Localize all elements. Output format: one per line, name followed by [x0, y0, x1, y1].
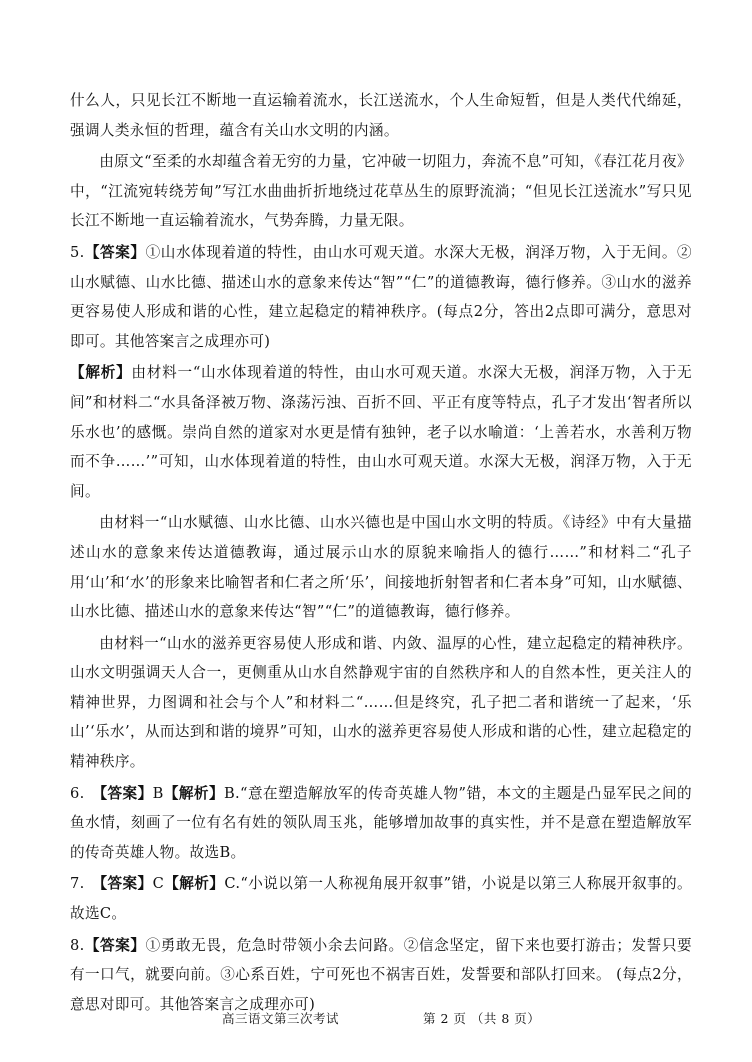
analysis-label: 【解析】	[70, 364, 132, 382]
answer-label: 【答案】	[99, 875, 153, 893]
question-8-answer	[70, 931, 692, 1020]
answer-label: 【答案】	[84, 936, 146, 954]
answer-label: 【答案】	[99, 784, 153, 802]
analysis-label: 【解析】	[163, 784, 224, 802]
question-5-analysis-3	[70, 629, 692, 777]
document-body	[70, 86, 692, 1021]
question-5-answer	[70, 238, 692, 356]
paragraph-text: 由原文“至柔的水却蕴含着无穷的力量，它冲破一切阻力，奔流不息”可知，《春江花月夜》中，“江流宛转绕芳甸”写江水曲曲折折地绕过花草丛生的原野流淌；“但见长江送流水”写只见长江不断地一直运输着流水，气势奔腾，力量无限。	[70, 153, 692, 230]
question-number: 7.	[70, 875, 100, 893]
question-7	[70, 869, 692, 928]
answer-choice: C	[152, 875, 165, 893]
question-number: 8.	[70, 936, 85, 954]
analysis-text: 由材料一“山水体现着道的特性，由山水可观天道。水深大无极，润泽万物，入于无间”和材料二“水具备泽被万物、涤荡污浊、百折不回、平正有度等特点，孔子才发出‘智者所以乐水也’的感慨。崇尚自然的道家对水更是情有独钟，老子以水喻道：‘上善若水，水善利万物而不争……’”可知，山水体现着道的特性，由山水可观天道。水深大无极，润泽万物，入于无间。	[70, 364, 692, 500]
paragraph-continuation	[70, 86, 692, 145]
paragraph-text: 什么人，只见长江不断地一直运输着流水，长江送流水，个人生命短暂，但是人类代代绵延，强调人类永恒的哲理，蕴含有关山水文明的内涵。	[70, 92, 692, 139]
page-number: 第 2 页 （共 8 页）	[423, 1011, 541, 1026]
question-5-analysis	[70, 358, 692, 506]
answer-text: ①勇敢无畏，危急时带领小余去问路。②信念坚定，留下来也要打游击；发誓只要有一口气，就要向前。③心系百姓，宁可死也不祸害百姓，发誓要和部队打回来。 (每点2分，意思对即可。其他答案言之成理亦可)	[70, 936, 692, 1013]
answer-text: ①山水体现着道的特性，由山水可观天道。水深大无极，润泽万物，入于无间。②山水赋德、山水比德、描述山水的意象来传达“智”“仁”的道德教诲，德行修养。③山水的滋养更容易使人形成和谐的心性，建立起稳定的精神秩序。(每点2分，答出2点即可满分，意思对即可。其他答案言之成理亦可)	[70, 243, 692, 350]
exam-title: 高三语文第三次考试	[222, 1011, 340, 1026]
answer-label: 【答案】	[84, 243, 146, 261]
answer-choice: B	[152, 784, 164, 802]
question-5-analysis-2	[70, 508, 692, 626]
paragraph-text: 由材料一“山水赋德、山水比德、山水兴德也是中国山水文明的特质。《诗经》中有大量描述山水的意象来传达道德教诲，通过展示山水的原貌来喻指人的德行……”和材料二“孔子用‘山’和‘水’的形象来比喻智者和仁者之所‘乐’，间接地折射智者和仁者本身”可知，山水赋德、山水比德、描述山水的意象来传达“智”“仁”的道德教诲，德行修养。	[70, 514, 692, 621]
analysis-text: C.“小说以第一人称视角展开叙事”错，小说是以第三人称展开叙事的。故选C。	[70, 875, 693, 923]
question-number: 6.	[70, 784, 100, 802]
question-number: 5.	[70, 243, 85, 261]
analysis-text: B.“意在塑造解放军的传奇英雄人物”错，本文的主题是凸显军民之间的鱼水情，刻画了一位有名有姓的领队周玉兆，能够增加故事的真实性，并不是意在塑造解放军的传奇英雄人物。故选B。	[70, 784, 692, 861]
paragraph-analysis-chunjiang	[70, 147, 692, 236]
analysis-label: 【解析】	[164, 875, 225, 893]
question-6	[70, 779, 692, 868]
paragraph-text: 由材料一“山水的滋养更容易使人形成和谐、内敛、温厚的心性，建立起稳定的精神秩序。山水文明强调天人合一，更侧重从山水自然静观宇宙的自然秩序和人的自然本性，更关注人的精神世界，力图调和社会与个人”和材料二“……但是终究，孔子把二者和谐统一了起来，‘乐山’‘乐水’，从而达到和谐的境界”可知，山水的滋养更容易使人形成和谐的心性，建立起稳定的精神秩序。	[70, 634, 692, 771]
